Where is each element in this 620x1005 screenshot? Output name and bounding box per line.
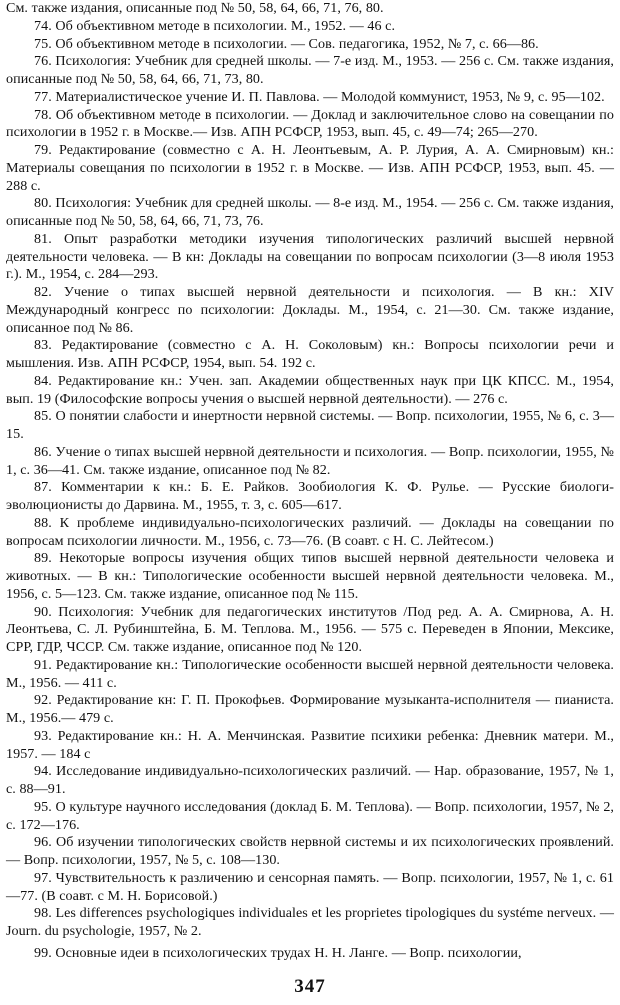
bibliography-entry: 95. О культуре научного исследования (доклад Б. М. Теплова). — Вопр. психологии, 1957, № 2, с. 172—176. <box>6 798 614 833</box>
bibliography-entry: 89. Некоторые вопросы изучения общих типов высшей нервной деятельности человека и животных. — В кн.: Типологические особенности высшей нервной деятельности человека. М., 1956, с. 5—123. См. также издание, описанное под № 115. <box>6 550 614 602</box>
bibliography-entry: 78. Об объективном методе в психологии. — Доклад и заключительное слово на совещании по психологии в 1952 г. в Москве.— Изв. АПН РСФСР, 1953, вып. 45, с. 49—74; 265—270. <box>6 106 614 141</box>
bibliography-entry: 76. Психология: Учебник для средней школы. — 7-е изд. М., 1953. — 256 с. См. также издания, описанные под № 50, 58, 64, 66, 71, 73, 80. <box>6 53 614 87</box>
bibliography-entry: 90. Психология: Учебник для педагогических институтов /Под ред. А. А. Смирнова, А. Н. Леонтьева, С. Л. Рубинштейна, Б. М. Теплова. М., 1956. — 575 с. Переведен в Японии, Мексике, СРР, ГДР, ЧССР. См. также издание, описанное под № 120. <box>6 603 614 655</box>
bibliography-list <box>6 0 614 963</box>
bibliography-entry: 91. Редактирование кн.: Типологические особенности высшей нервной деятельности человека. М., 1956. — 411 с. <box>6 656 614 691</box>
bibliography-entry: 79. Редактирование (совместно с А. Н. Леонтьевым, А. Р. Лурия, А. А. Смирновым) кн.: Материалы совещания по психологии в 1952 г. в Москве. — Изв. АПН РСФСР, 1953, вып. 45. — 288 с. <box>6 142 614 194</box>
bibliography-entry: 88. К проблеме индивидуально-психологических различий. — Доклады на совещании по вопросам психологии личности. М., 1956, с. 73—76. (В соавт. с Н. С. Лейтесом.) <box>6 514 614 549</box>
bibliography-entry: 74. Об объективном методе в психологии. М., 1952. — 46 с. <box>34 17 396 34</box>
bibliography-entry: 93. Редактирование кн.: Н. А. Менчинская. Развитие психики ребенка: Дневник матери. М., 1957. — 184 с <box>6 727 614 762</box>
bibliography-entry: 82. Учение о типах высшей нервной деятельности и психология. — В кн.: XIV Международный конгресс по психологии: Доклады. М., 1954, с. 21—30. См. также издание, описанное под № 86. <box>6 284 614 336</box>
bibliography-entry: См. также издания, описанные под № 50, 58, 64, 66, 71, 76, 80. <box>6 0 384 16</box>
bibliography-entry: 81. Опыт разработки методики изучения типологических различий высшей нервной деятельности человека. — В кн: Доклады на совещании по вопросам психологии (3—8 июля 1953 г.). М., 1954, с. 284—293. <box>6 230 614 283</box>
bibliography-entry: 84. Редактирование кн.: Учен. зап. Академии общественных наук при ЦК КПСС. М., 1954, вып. 19 (Философские вопросы учения о высшей нервной деятельности). — 276 с. <box>6 372 614 407</box>
bibliography-entry: 75. Об объективном методе в психологии. — Сов. педагогика, 1952, № 7, с. 66—86. <box>34 35 539 52</box>
bibliography-entry: 98. Les differences psychologiques individuales et les proprietes tipologiques du systéme nerveux. — Journ. du psychologie, 1957, № 2. <box>6 905 614 939</box>
bibliography-entry: 94. Исследование индивидуально-психологических различий. — Нар. образование, 1957, № 1, с. 88—91. <box>6 763 614 797</box>
bibliography-entry: 85. О понятии слабости и инертности нервной системы. — Вопр. психологии, 1955, № 6, с. 3—15. <box>6 408 614 442</box>
bibliography-entry: 87. Комментарии к кн.: Б. Е. Райков. Зообиология К. Ф. Рулье. — Русские биологи-эволюционисты до Дарвина. М., 1955, т. 3, с. 605—617. <box>6 479 614 513</box>
bibliography-entry: 92. Редактирование кн: Г. П. Прокофьев. Формирование музыканта-исполнителя — пианиста. М., 1956.— 479 с. <box>6 692 614 726</box>
bibliography-entry: 97. Чувствительность к различению и сенсорная память. — Вопр. психологии, 1957, № 1, с. 61—77. (В соавт. с М. Н. Борисовой.) <box>6 869 614 904</box>
bibliography-entry: 99. Основные идеи в психологических трудах Н. Н. Ланге. — Вопр. психологии, <box>34 944 522 961</box>
page-number: 347 <box>294 976 326 997</box>
bibliography-entry: 96. Об изучении типологических свойств нервной системы и их психологических проявлений. — Вопр. психологии, 1957, № 5, с. 108—130. <box>6 834 614 868</box>
bibliography-entry: 83. Редактирование (совместно с А. Н. Соколовым) кн.: Вопросы психологии речи и мышления. Изв. АПН РСФСР, 1954, вып. 54. 192 с. <box>6 337 614 371</box>
bibliography-entry: 77. Материалистическое учение И. П. Павлова. — Молодой коммунист, 1953, № 9, с. 95—102. <box>34 88 605 105</box>
bibliography-entry: 80. Психология: Учебник для средней школы. — 8-е изд. М., 1954. — 256 с. См. также издания, описанные под № 50, 58, 64, 66, 71, 73, 76. <box>6 195 614 229</box>
bibliography-entry: 86. Учение о типах высшей нервной деятельности и психология. — Вопр. психологии, 1955, № 1, с. 36—41. См. также издание, описанное под № 82. <box>6 443 614 478</box>
